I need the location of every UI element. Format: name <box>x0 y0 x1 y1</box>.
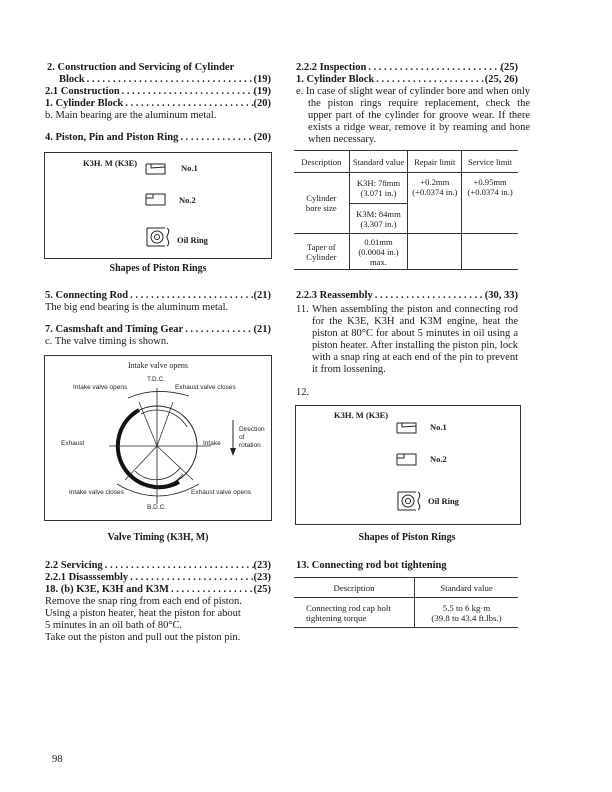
toc-entry-block: Block . . . (19) <box>59 74 271 86</box>
main-bearing-note: b. Main bearing are the aluminum metal. <box>45 110 217 121</box>
header-description: Description <box>294 578 415 598</box>
header-service-limit: Service limit <box>468 156 513 167</box>
cylinder-spec-table <box>294 150 518 270</box>
ring-no2-icon <box>145 192 169 206</box>
page-number: 98 <box>52 754 63 765</box>
cell-service-limit: +0.95mm (+0.0374 in.) <box>467 177 513 197</box>
model-label: K3H. M (K3E) <box>83 158 138 168</box>
servicing-text-line-2: Using a piston heater, heat the piston for about <box>45 608 241 619</box>
servicing-text-line-4: Take out the piston and pull out the piston pin. <box>45 632 241 643</box>
toc-heading-construction-servicing: 2. Construction and Servicing of Cylinder <box>47 62 235 73</box>
cylinder-wear-note: e. In case of slight wear of cylinder bore and when only the piston rings require replacement, check the upper part of the cylinder for groove wear. If there exists a ridge wear, remove it by reaming and hone when necessary. <box>296 86 530 145</box>
servicing-text-line-1: Remove the snap ring from each end of piston. <box>45 596 242 607</box>
piston-rings-figure <box>295 405 521 525</box>
cell-standard-taper: 0.01mm (0.0004 in.) max. <box>349 234 408 270</box>
toc-entry-piston: 4. Piston, Pin and Piston Ring . . . (20) <box>45 132 271 144</box>
ring-no1-icon <box>396 420 420 434</box>
toc-entry-inspection: 2.2.2 Inspection . . . (25) <box>296 62 518 74</box>
table-header-row <box>294 578 518 598</box>
piston-rings-figure <box>44 152 272 259</box>
servicing-text-line-3: 5 minutes in an oil bath of 80°C. <box>45 620 183 631</box>
cell-standard-k3m: K3M: 84mm (3.307 in.) <box>349 204 408 234</box>
valve-timing-note: c. The valve timing is shown. <box>45 336 169 347</box>
valve-timing-figure <box>44 355 272 521</box>
ring-label-no2: No.2 <box>179 195 196 205</box>
piston-rings-caption: Shapes of Piston Rings <box>358 532 456 543</box>
cell-description: Cylinder bore size <box>294 173 349 234</box>
cell-repair-limit: +0.2mm (+0.0374 in.) <box>408 173 462 234</box>
header-repair-limit: Repair limit <box>408 151 462 173</box>
toc-entry-servicing: 2.2 Servicing . . . (23) <box>45 560 271 572</box>
toc-entry-cylinder-block-inspection: 1. Cylinder Block . . . (25, 26) <box>296 74 518 86</box>
ring-label-oil: Oil Ring <box>177 235 208 245</box>
bdc-label: B.D.C. <box>147 504 167 511</box>
rotation-arrow-icon <box>229 418 237 458</box>
header-standard-value: Standard value <box>349 151 408 173</box>
ring-label-oil: Oil Ring <box>428 496 459 506</box>
intake-opens-label: Intake valve opens <box>73 384 128 391</box>
oil-ring-icon <box>145 226 173 248</box>
ring-label-no2: No.2 <box>430 454 447 464</box>
toc-entry-reassembly: 2.2.3 Reassembly . . . (30, 33) <box>296 290 518 302</box>
cell-repair-limit <box>408 234 462 270</box>
exhaust-label: Exhaust <box>61 440 85 447</box>
ring-no1-icon <box>145 161 169 175</box>
ring-label-no1: No.1 <box>181 163 198 173</box>
header-standard-value: Standard value <box>440 582 493 593</box>
ring-label-no1: No.1 <box>430 422 447 432</box>
step-12-number: 12. <box>296 387 310 398</box>
toc-entry-connecting-rod: 5. Connecting Rod . . . (21) <box>45 290 271 302</box>
toc-entry-disassembly: 2.2.1 Disasssembly . . . (23) <box>45 572 271 584</box>
cell-service-limit <box>462 234 518 270</box>
direction-of-rotation-label: Direction of rotation <box>239 426 265 449</box>
toc-entry-camshaft: 7. Casmshaft and Timing Gear . . . (21) <box>45 324 271 336</box>
conrod-note: The big end bearing is the aluminum metal. <box>45 302 229 313</box>
table-row <box>294 234 518 270</box>
toc-entry-construction: 2.1 Construction . . . (19) <box>45 86 271 98</box>
header-description: Description <box>294 151 349 173</box>
step-11-number: 11. <box>296 304 309 315</box>
tdc-label: T.D.C. <box>147 376 166 383</box>
exhaust-opens-label: Exhaust valve opens <box>191 489 251 496</box>
valve-timing-caption: Valve Timing (K3H, M) <box>107 532 209 543</box>
exhaust-closes-label: Exhaust valve closes <box>175 384 236 391</box>
table-row <box>294 173 518 204</box>
cell-standard-k3h: K3H: 78mm (3.071 in.) <box>349 173 408 204</box>
intake-closes-label: Intake valve closes <box>69 489 124 496</box>
intake-label: Intake <box>203 440 221 447</box>
ring-no2-icon <box>396 452 420 466</box>
step-11-text: When assembling the piston and connecting rod for the K3E, K3H and K3M engine, heat the piston at 80°C for about 5 minutes in oil using a piston heater. After installing the piston pin, lock with a snap ring at each end of the pin to prevent it from lossening. <box>312 304 518 375</box>
cell-description: Connecting rod cap bolt tightening torque <box>294 598 415 628</box>
torque-spec-table <box>294 577 518 628</box>
toc-entry-cylinder-block: 1. Cylinder Block . . . (20) <box>45 98 271 110</box>
valve-figure-title: Intake valve opens <box>128 361 188 370</box>
piston-rings-caption: Shapes of Piston Rings <box>109 263 207 274</box>
step-13-title: 13. Connecting rod bot tightening <box>296 560 447 571</box>
cell-description: Taper of Cylinder <box>294 234 349 270</box>
step-11 <box>296 304 518 376</box>
model-label: K3H. M (K3E) <box>334 410 389 420</box>
table-row <box>294 598 518 628</box>
oil-ring-icon <box>396 490 424 512</box>
toc-entry-18b: 18. (b) K3E, K3H and K3M . . . (25) <box>45 584 271 596</box>
table-header-row <box>294 151 518 173</box>
cell-standard-value: 5.5 to 6 kg·m (39.8 to 43.4 ft.lbs.) <box>431 602 502 623</box>
